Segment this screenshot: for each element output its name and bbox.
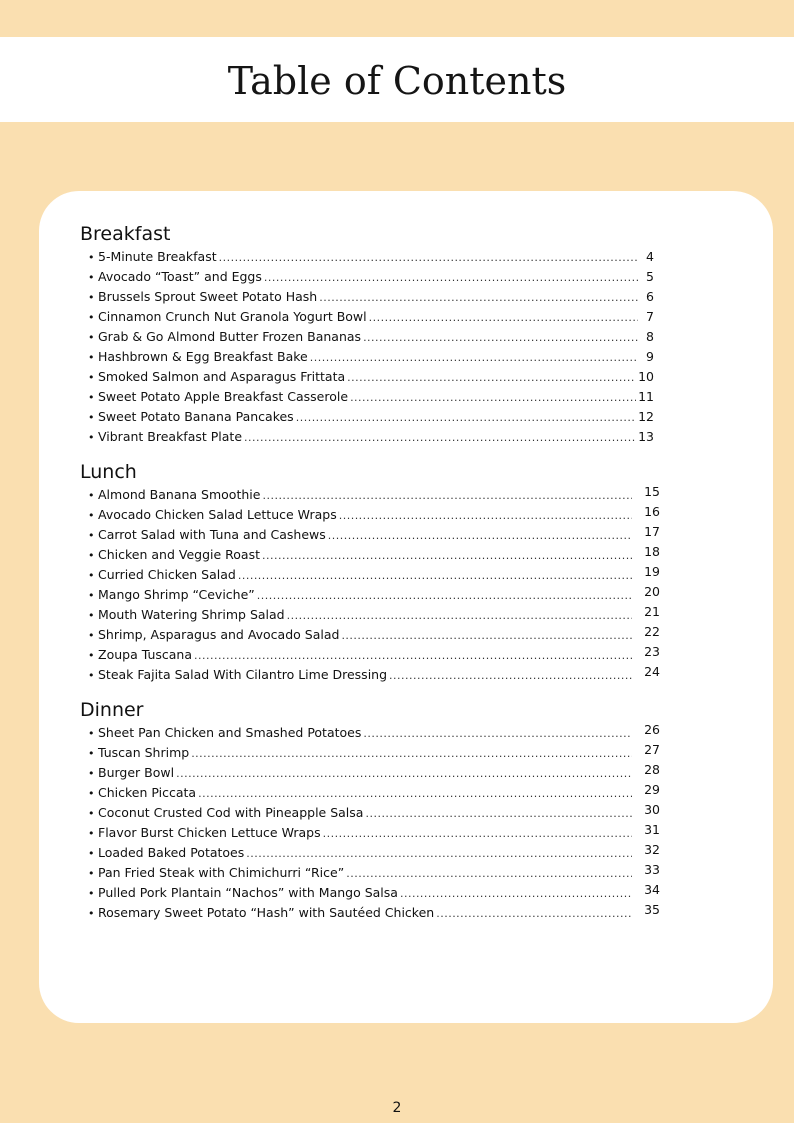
entry-page-number: 5 (646, 269, 654, 284)
bullet-icon: • (88, 351, 95, 364)
toc-entry[interactable] (80, 763, 660, 783)
dot-leader (244, 428, 636, 448)
entry-page-number: 13 (638, 429, 654, 444)
entry-page-number: 19 (644, 564, 660, 579)
dot-leader (238, 566, 632, 586)
entry-title: Mango Shrimp “Ceviche” (98, 587, 255, 602)
bullet-icon: • (88, 847, 95, 860)
entry-page-number: 15 (644, 484, 660, 499)
entry-title: Vibrant Breakfast Plate (98, 429, 243, 444)
toc-entry[interactable] (80, 367, 660, 387)
dot-leader (257, 586, 632, 606)
entry-page-number: 32 (644, 842, 660, 857)
toc-entry[interactable] (80, 883, 660, 903)
entry-page-number: 22 (644, 624, 660, 639)
entry-title: Burger Bowl (98, 765, 175, 780)
dot-leader (389, 666, 632, 686)
toc-entry[interactable] (80, 585, 660, 605)
bullet-icon: • (88, 411, 95, 424)
entry-page-number: 7 (646, 309, 654, 324)
dot-leader (346, 864, 632, 884)
entry-title: Hashbrown & Egg Breakfast Bake (98, 349, 308, 364)
entry-page-number: 33 (644, 862, 660, 877)
bullet-icon: • (88, 827, 95, 840)
toc-entry[interactable] (80, 287, 660, 307)
toc-entry[interactable] (80, 863, 660, 883)
dot-leader (198, 784, 632, 804)
dot-leader (350, 388, 636, 408)
toc-entry[interactable] (80, 327, 660, 347)
dot-leader (363, 328, 638, 348)
toc-entry[interactable] (80, 545, 660, 565)
entry-page-number: 35 (644, 902, 660, 917)
dot-leader (341, 626, 632, 646)
dot-leader (339, 506, 632, 526)
dot-leader (328, 526, 632, 546)
page-title: Table of Contents (227, 59, 567, 103)
entry-title: Steak Fajita Salad With Cilantro Lime Dressing (98, 667, 388, 682)
section-heading: Dinner (80, 699, 144, 721)
bullet-icon: • (88, 767, 95, 780)
dot-leader (264, 268, 638, 288)
entry-page-number: 27 (644, 742, 660, 757)
toc-entry[interactable] (80, 505, 660, 525)
toc-list (80, 247, 660, 447)
toc-entry[interactable] (80, 743, 660, 763)
toc-entry[interactable] (80, 485, 660, 505)
section-heading: Lunch (80, 461, 137, 483)
entry-title: Sweet Potato Banana Pancakes (98, 409, 294, 424)
entry-page-number: 28 (644, 762, 660, 777)
dot-leader (310, 348, 638, 368)
entry-page-number: 12 (638, 409, 654, 424)
bullet-icon: • (88, 331, 95, 344)
entry-page-number: 23 (644, 644, 660, 659)
bullet-icon: • (88, 251, 95, 264)
footer-page-number: 2 (392, 1100, 402, 1116)
bullet-icon: • (88, 649, 95, 662)
entry-page-number: 29 (644, 782, 660, 797)
entry-title: Zoupa Tuscana (98, 647, 192, 662)
toc-entry[interactable] (80, 307, 660, 327)
entry-title: Almond Banana Smoothie (98, 487, 261, 502)
entry-page-number: 31 (644, 822, 660, 837)
bullet-icon: • (88, 867, 95, 880)
dot-leader (287, 606, 632, 626)
toc-entry[interactable] (80, 387, 660, 407)
entry-title: Carrot Salad with Tuna and Cashews (98, 527, 326, 542)
entry-page-number: 24 (644, 664, 660, 679)
dot-leader (363, 724, 632, 744)
entry-page-number: 26 (644, 722, 660, 737)
bullet-icon: • (88, 807, 95, 820)
bullet-icon: • (88, 291, 95, 304)
entry-title: Chicken Piccata (98, 785, 197, 800)
entry-title: Brussels Sprout Sweet Potato Hash (98, 289, 318, 304)
entry-title: Sheet Pan Chicken and Smashed Potatoes (98, 725, 362, 740)
entry-page-number: 18 (644, 544, 660, 559)
entry-title: Avocado Chicken Salad Lettuce Wraps (98, 507, 337, 522)
entry-title: Grab & Go Almond Butter Frozen Bananas (98, 329, 362, 344)
entry-title: Pan Fried Steak with Chimichurri “Rice” (98, 865, 345, 880)
section-dinner (80, 698, 660, 923)
toc-entry[interactable] (80, 723, 660, 743)
dot-leader (262, 486, 632, 506)
entry-page-number: 6 (646, 289, 654, 304)
entry-title: Shrimp, Asparagus and Avocado Salad (98, 627, 340, 642)
entry-page-number: 34 (644, 882, 660, 897)
dot-leader (369, 308, 638, 328)
bullet-icon: • (88, 669, 95, 682)
entry-page-number: 4 (646, 249, 654, 264)
bullet-icon: • (88, 787, 95, 800)
dot-leader (191, 744, 632, 764)
dot-leader (219, 248, 638, 268)
toc-entry[interactable] (80, 843, 660, 863)
section-breakfast (80, 222, 660, 447)
entry-title: Sweet Potato Apple Breakfast Casserole (98, 389, 349, 404)
bullet-icon: • (88, 907, 95, 920)
entry-page-number: 16 (644, 504, 660, 519)
toc-entry[interactable] (80, 267, 660, 287)
toc-entry[interactable] (80, 645, 660, 665)
entry-title: Tuscan Shrimp (98, 745, 190, 760)
dot-leader (246, 844, 632, 864)
toc-entry[interactable] (80, 427, 660, 447)
toc-list (80, 485, 660, 685)
bullet-icon: • (88, 589, 95, 602)
bullet-icon: • (88, 549, 95, 562)
dot-leader (296, 408, 636, 428)
bullet-icon: • (88, 489, 95, 502)
toc-entry[interactable] (80, 565, 660, 585)
entry-title: Mouth Watering Shrimp Salad (98, 607, 285, 622)
toc-entry[interactable] (80, 783, 660, 803)
entry-page-number: 30 (644, 802, 660, 817)
dot-leader (176, 764, 632, 784)
dot-leader (194, 646, 632, 666)
toc-list (80, 723, 660, 923)
toc-entry[interactable] (80, 247, 660, 267)
entry-title: Avocado “Toast” and Eggs (98, 269, 262, 284)
dot-leader (347, 368, 636, 388)
entry-title: Coconut Crusted Cod with Pineapple Salsa (98, 805, 364, 820)
entry-title: Curried Chicken Salad (98, 567, 236, 582)
bullet-icon: • (88, 431, 95, 444)
toc-entry[interactable] (80, 823, 660, 843)
bullet-icon: • (88, 887, 95, 900)
entry-title: 5-Minute Breakfast (98, 249, 217, 264)
dot-leader (436, 904, 632, 924)
dot-leader (400, 884, 632, 904)
entry-page-number: 8 (646, 329, 654, 344)
bullet-icon: • (88, 529, 95, 542)
bullet-icon: • (88, 569, 95, 582)
section-lunch (80, 460, 660, 685)
entry-title: Smoked Salmon and Asparagus Frittata (98, 369, 346, 384)
entry-page-number: 20 (644, 584, 660, 599)
entry-title: Rosemary Sweet Potato “Hash” with Sautéed Chicken (98, 905, 435, 920)
bullet-icon: • (88, 609, 95, 622)
toc-entry[interactable] (80, 665, 660, 685)
toc-entry[interactable] (80, 525, 660, 545)
toc-entry[interactable] (80, 347, 660, 367)
bullet-icon: • (88, 271, 95, 284)
dot-leader (262, 546, 632, 566)
toc-entry[interactable] (80, 803, 660, 823)
bullet-icon: • (88, 629, 95, 642)
toc-entry[interactable] (80, 625, 660, 645)
toc-entry[interactable] (80, 605, 660, 625)
dot-leader (365, 804, 632, 824)
dot-leader (319, 288, 638, 308)
bullet-icon: • (88, 391, 95, 404)
bullet-icon: • (88, 509, 95, 522)
toc-entry[interactable] (80, 903, 660, 923)
entry-title: Loaded Baked Potatoes (98, 845, 245, 860)
bullet-icon: • (88, 747, 95, 760)
bullet-icon: • (88, 311, 95, 324)
entry-page-number: 17 (644, 524, 660, 539)
toc-entry[interactable] (80, 407, 660, 427)
dot-leader (323, 824, 632, 844)
section-heading: Breakfast (80, 223, 171, 245)
entry-title: Chicken and Veggie Roast (98, 547, 260, 562)
entry-page-number: 21 (644, 604, 660, 619)
entry-page-number: 9 (646, 349, 654, 364)
bullet-icon: • (88, 727, 95, 740)
entry-title: Cinnamon Crunch Nut Granola Yogurt Bowl (98, 309, 367, 324)
entry-page-number: 11 (638, 389, 654, 404)
bullet-icon: • (88, 371, 95, 384)
entry-title: Pulled Pork Plantain “Nachos” with Mango Salsa (98, 885, 398, 900)
entry-title: Flavor Burst Chicken Lettuce Wraps (98, 825, 321, 840)
entry-page-number: 10 (638, 369, 654, 384)
